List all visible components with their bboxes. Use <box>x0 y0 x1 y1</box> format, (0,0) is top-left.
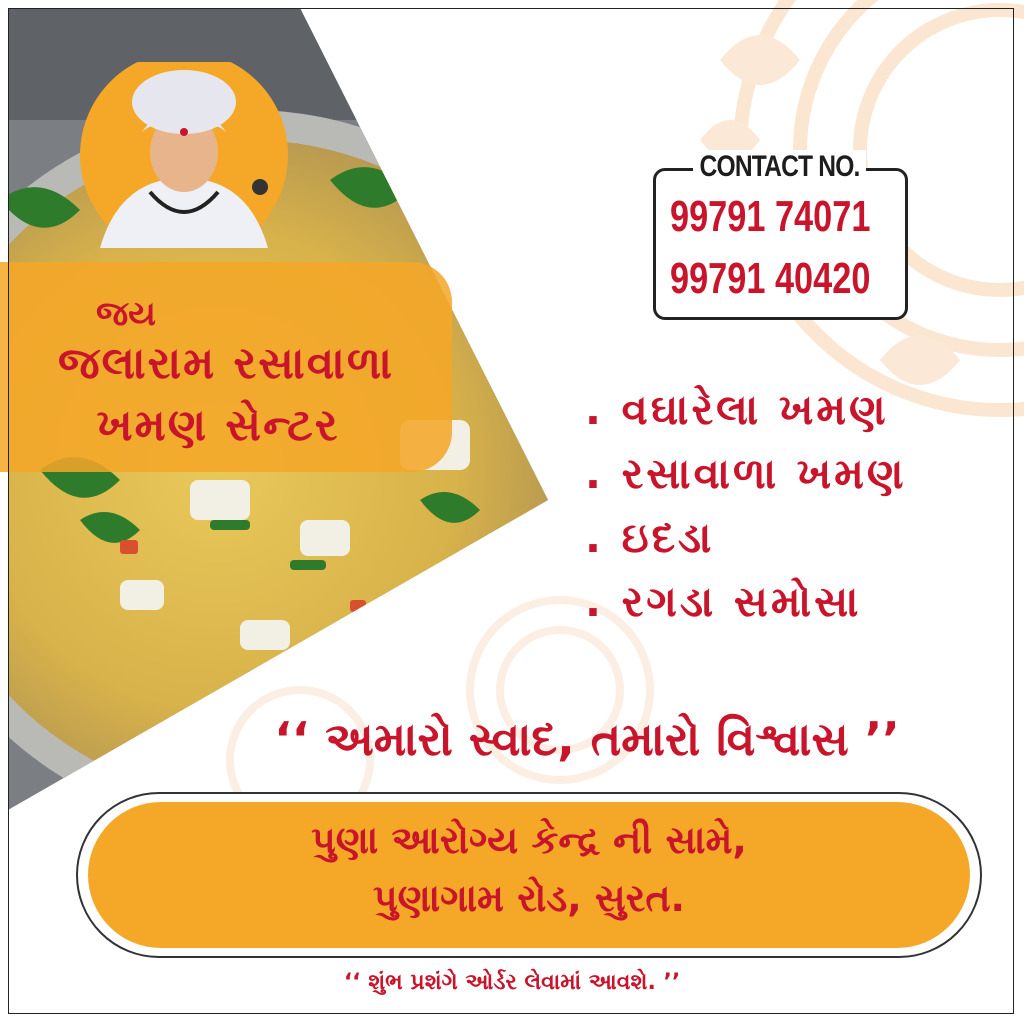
shop-name-prefix: જય <box>95 294 156 334</box>
menu-item: . વઘારેલા ખમણ <box>585 385 889 434</box>
phone-number-2[interactable]: 99791 40420 <box>670 254 871 303</box>
menu-item: . ઇદડા <box>585 513 715 562</box>
shop-name-line1: જલારામ રસાવાળા <box>57 338 395 389</box>
menu-item: . રગડા સમોસા <box>585 577 862 626</box>
footer-note: ‘‘ શુંભ પ્રશંગે ઓર્ડર લેવામાં આવશે. ’’ <box>343 970 681 995</box>
menu-item: . રસાવાળા ખમણ <box>585 449 907 498</box>
address-line2: પુણાગામ રોડ, સુરત. <box>373 876 685 920</box>
contact-title: CONTACT NO. <box>693 150 866 184</box>
shop-name-line2: ખમણ સેન્ટર <box>96 400 340 451</box>
phone-number-1[interactable]: 99791 74071 <box>670 192 871 241</box>
portrait-image <box>80 62 288 248</box>
slogan: ‘‘ અમારો સ્વાદ, તમારો વિશ્વાસ ’’ <box>274 712 900 766</box>
address-line1: પુણા આરોગ્ય કેન્દ્ર ની સામે, <box>311 818 747 862</box>
